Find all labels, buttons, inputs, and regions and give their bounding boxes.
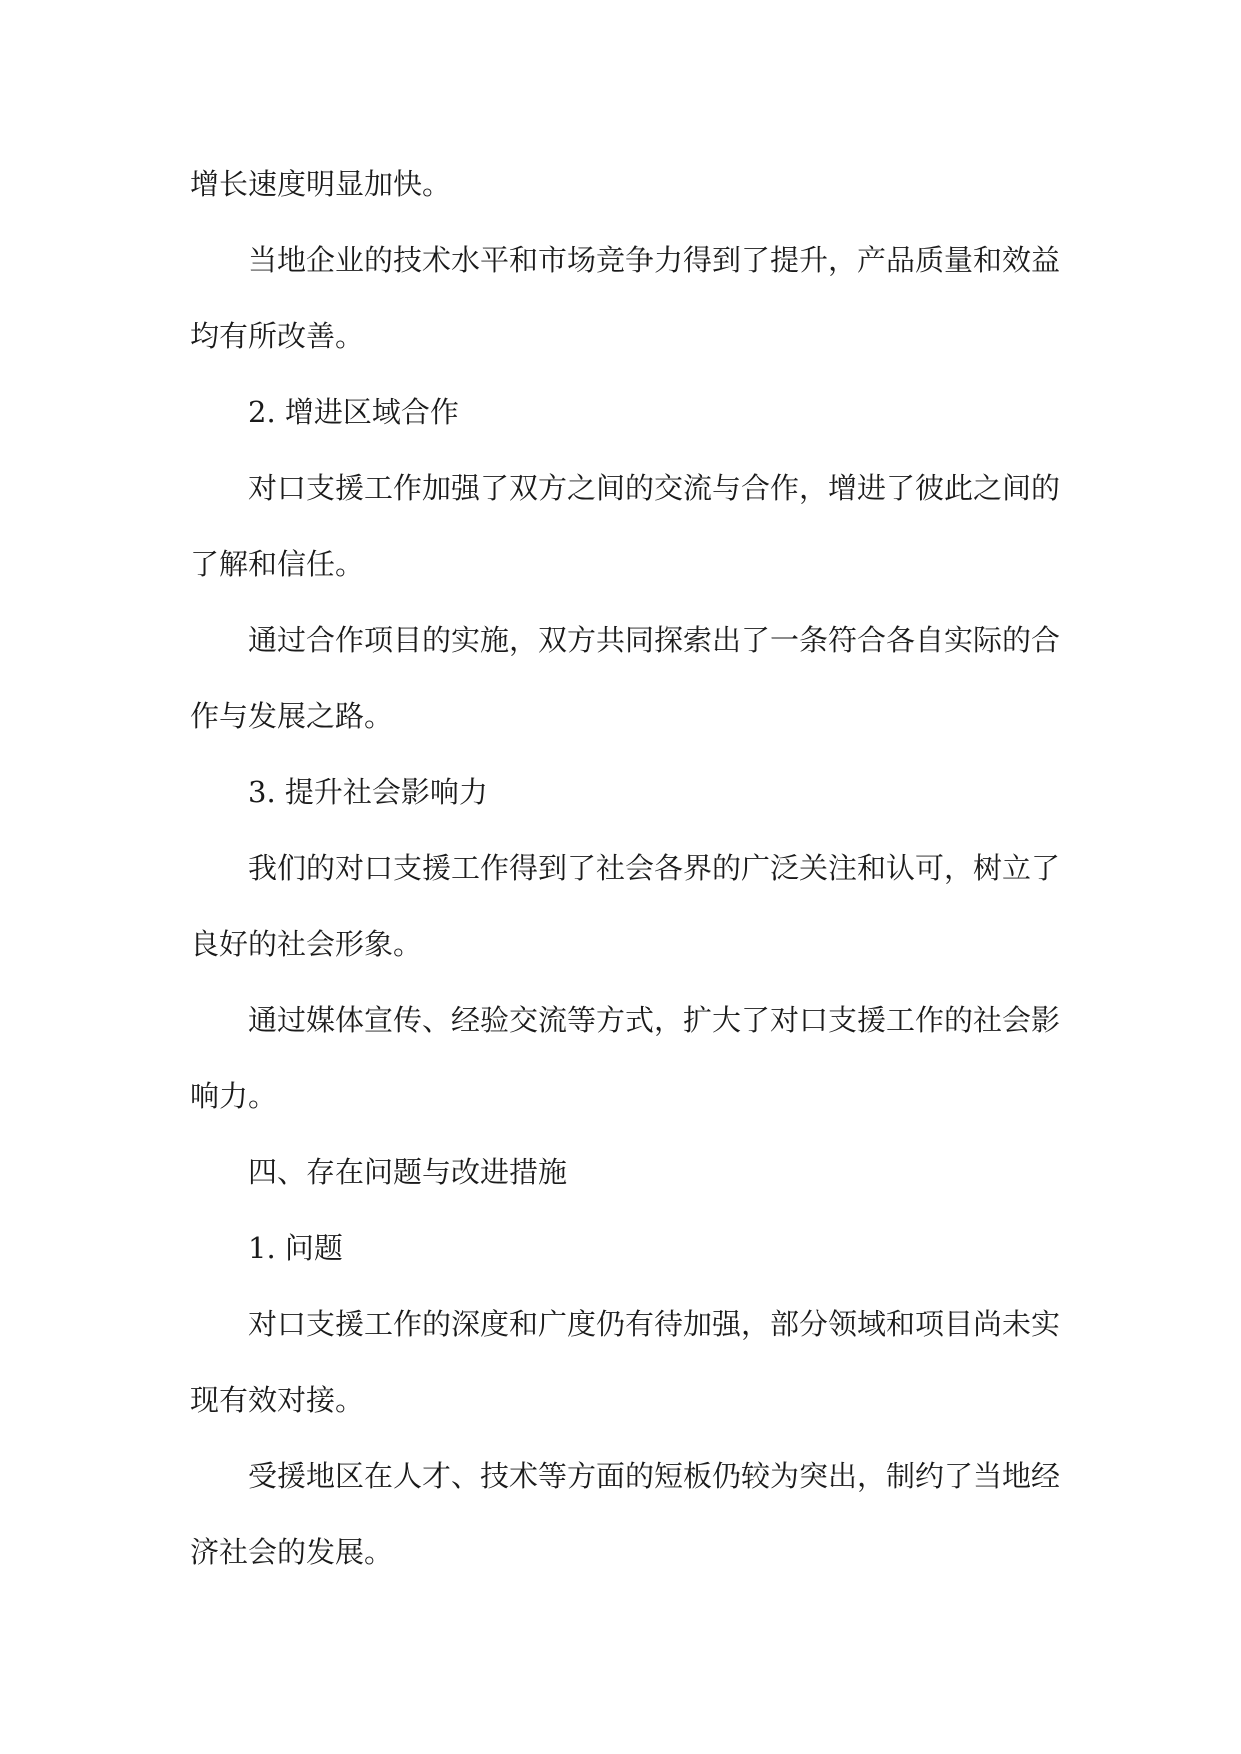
section-heading-1: 1. 问题: [248, 1231, 343, 1265]
section-heading-3: 3. 提升社会影响力: [248, 775, 488, 809]
chapter-heading-4: 四、存在问题与改进措施: [248, 1155, 568, 1189]
paragraph: 通过媒体宣传、经验交流等方式，扩大了对口支援工作的社会影响力。: [190, 1003, 1061, 1113]
paragraph: 受援地区在人才、技术等方面的短板仍较为突出，制约了当地经济社会的发展。: [190, 1459, 1061, 1569]
section-heading-2: 2. 增进区域合作: [248, 395, 459, 429]
paragraph: 对口支援工作加强了双方之间的交流与合作，增进了彼此之间的了解和信任。: [190, 471, 1061, 581]
paragraph: 当地企业的技术水平和市场竞争力得到了提升，产品质量和效益均有所改善。: [190, 243, 1061, 353]
document-body: [190, 146, 1060, 1590]
paragraph-continuation: 增长速度明显加快。: [190, 167, 452, 201]
paragraph: 通过合作项目的实施，双方共同探索出了一条符合各自实际的合作与发展之路。: [190, 623, 1061, 733]
paragraph: 我们的对口支援工作得到了社会各界的广泛关注和认可，树立了良好的社会形象。: [190, 851, 1061, 961]
paragraph: 对口支援工作的深度和广度仍有待加强，部分领域和项目尚未实现有效对接。: [190, 1307, 1061, 1417]
